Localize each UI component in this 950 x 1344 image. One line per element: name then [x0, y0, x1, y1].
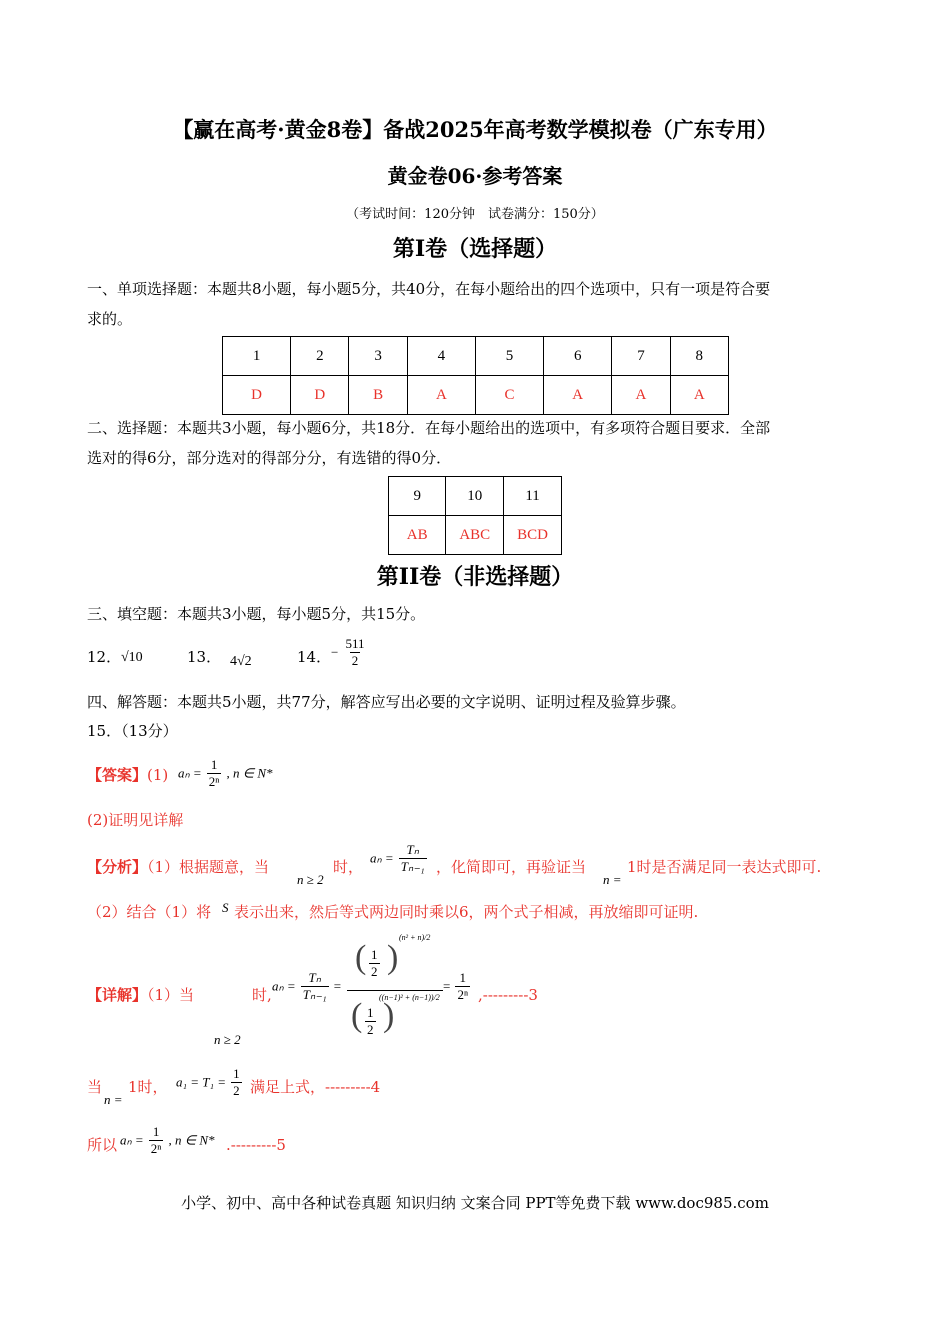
detail-an: aₙ = — [272, 978, 296, 994]
analysis-line1-text — [87, 852, 269, 882]
detail-line1-text — [87, 980, 194, 1010]
question-number: 2 — [291, 337, 349, 376]
answer-cell: A — [670, 376, 728, 415]
conclusion-numerator: 1 — [152, 1124, 160, 1139]
document-subtitle: 黄金卷06·参考答案 — [387, 164, 563, 188]
answer-suffix: , n ∈ N* — [226, 765, 273, 781]
part1-heading: 第I卷（选择题） — [392, 236, 558, 262]
n1-fraction — [231, 1066, 242, 1099]
answer-numerator: 1 — [210, 757, 218, 772]
detail-condition: n ≥ 2 — [214, 1032, 241, 1047]
question-number: 5 — [475, 337, 543, 376]
q13-label: 13． — [187, 648, 222, 666]
answer-cell: ABC — [446, 516, 504, 555]
q12-answer: √10 — [121, 650, 143, 665]
part2-heading: 第II卷（非选择题） — [376, 564, 574, 590]
detail-tag: 【详解】 — [87, 986, 148, 1004]
answer-tag: 【答案】 — [87, 766, 148, 784]
analysis-text-a: （1）根据题意，当 — [147, 858, 270, 876]
n1-expression: a₁ = T₁ = — [176, 1074, 227, 1090]
n1-numerator: 1 — [233, 1066, 240, 1081]
detail-bottom-half — [365, 1005, 376, 1038]
answer-denominator: 2ⁿ — [208, 774, 220, 789]
analysis-n-equals: n = — [603, 872, 622, 887]
conclusion-denominator: 2ⁿ — [150, 1141, 162, 1156]
conclusion-suffix: , n ∈ N* — [168, 1132, 215, 1148]
solve-intro: 四、解答题：本题共5小题，共77分，解答应写出必要的文字说明、证明过程及验算步骤。 — [87, 693, 686, 711]
question-number: 3 — [349, 337, 407, 376]
half-denominator: 2 — [371, 964, 378, 979]
answer-fraction — [207, 757, 222, 790]
page-footer: 小学、初中、高中各种试卷真题 知识归纳 文案合同 PPT等免费下载 www.doc985.com — [181, 1194, 769, 1212]
table-row-answers — [389, 516, 562, 555]
half-numerator: 1 — [371, 947, 378, 962]
document-title: 【赢在高考·黄金8卷】备战2025年高考数学模拟卷（广东专用） — [172, 117, 778, 142]
q14-answer — [331, 636, 366, 669]
single-choice-intro-line1: 一、单项选择题：本题共8小题，每小题5分，共40分，在每小题给出的四个选项中，只有一项是符合要 — [87, 280, 771, 298]
detail-frac1-denominator: Tₙ₋₁ — [302, 987, 327, 1002]
detail-result-denominator: 2ⁿ — [457, 987, 469, 1002]
answer-cell: BCD — [504, 516, 562, 555]
q13-answer: 4√2 — [230, 654, 252, 669]
answer-part2: (2)证明见详解 — [87, 811, 184, 829]
answer-an: aₙ = — [178, 765, 202, 781]
question-number: 4 — [407, 337, 475, 376]
q15-answer-line — [87, 760, 168, 790]
question-number: 11 — [504, 477, 562, 516]
q15-answer-formula — [178, 757, 273, 790]
question-number: 7 — [612, 337, 670, 376]
answer-cell: A — [544, 376, 612, 415]
n1-formula — [176, 1066, 242, 1099]
half-denominator: 2 — [367, 1022, 374, 1037]
n1-text-c — [250, 1072, 380, 1102]
question-number: 8 — [670, 337, 728, 376]
answer-cell: A — [612, 376, 670, 415]
detail-score-3: ,---------3 — [478, 986, 538, 1004]
single-choice-answer-table — [222, 336, 729, 415]
table-row-answers — [223, 376, 729, 415]
detail-formula-left — [272, 970, 341, 1003]
left-paren-icon: ( — [351, 997, 363, 1034]
q14-label: 14． — [297, 648, 332, 666]
answer-cell: C — [475, 376, 543, 415]
conclusion-score-5: .---------5 — [226, 1136, 286, 1154]
table-row-numbers — [389, 477, 562, 516]
detail-big-fraction — [347, 933, 443, 1048]
detail-text-a: （1）当 — [147, 986, 195, 1004]
analysis-tag: 【分析】 — [87, 858, 148, 876]
analysis-formula — [370, 842, 427, 875]
conclusion-text-a: 所以 — [87, 1136, 118, 1154]
conclusion-fraction — [149, 1124, 164, 1157]
multi-choice-intro-line2: 选对的得6分，部分选对的得部分分，有选错的得0分． — [87, 449, 452, 467]
n1-n-equals: n = — [104, 1092, 123, 1107]
answer-cell: A — [407, 376, 475, 415]
n1-text-b: 1时， — [128, 1078, 168, 1096]
q14-fraction — [343, 636, 366, 669]
detail-formula-right — [443, 970, 470, 1003]
n1-satisfies: 满足上式， — [250, 1078, 326, 1096]
exam-info: （考试时间：120分钟 试卷满分：150分） — [346, 207, 604, 222]
analysis-text-b: 时， — [333, 858, 364, 876]
answer-cell: D — [291, 376, 349, 415]
analysis-an: aₙ = — [370, 850, 394, 866]
detail-equals2: = — [443, 978, 451, 994]
multi-choice-intro-line1: 二、选择题：本题共3小题，每小题6分，共18分．在每小题给出的选项中，有多项符合题目要求．全部 — [87, 419, 771, 437]
detail-top-half — [369, 947, 380, 980]
question-number: 10 — [446, 477, 504, 516]
analysis-line2-text-b: 表示出来，然后等式两边同时乘以6，两个式子相减，再放缩即可证明. — [234, 903, 699, 921]
answer-cell: AB — [389, 516, 446, 555]
conclusion-an: aₙ = — [120, 1132, 144, 1148]
q14-denominator: 2 — [351, 653, 359, 668]
n1-denominator: 2 — [233, 1083, 240, 1098]
n1-score-4: ---------4 — [325, 1078, 381, 1096]
question-number: 1 — [223, 337, 291, 376]
q15-label: 15．（13分） — [87, 722, 178, 740]
analysis-text-d: 1时是否满足同一表达式即可. — [627, 858, 822, 876]
analysis-denominator: Tₙ₋₁ — [400, 859, 425, 874]
question-number: 6 — [544, 337, 612, 376]
q14-numerator: 511 — [345, 636, 365, 651]
answer-part1-prefix: (1) — [147, 766, 169, 784]
big-fraction-bar — [347, 990, 443, 991]
answer-cell: D — [223, 376, 291, 415]
analysis-S-symbol: S — [222, 900, 229, 915]
answer-cell: B — [349, 376, 407, 415]
half-numerator: 1 — [367, 1005, 374, 1020]
detail-result-numerator: 1 — [459, 970, 466, 985]
right-paren-icon: ) — [383, 997, 395, 1034]
analysis-fraction — [399, 842, 427, 875]
single-choice-intro-line2: 求的。 — [87, 310, 133, 328]
analysis-numerator: Tₙ — [406, 842, 419, 857]
detail-fraction1 — [301, 970, 329, 1003]
conclusion-formula — [120, 1124, 215, 1157]
analysis-line2-text-a: （2）结合（1）将 — [87, 903, 212, 921]
detail-frac1-numerator: Tₙ — [308, 970, 321, 985]
detail-text-b: 时, — [252, 986, 272, 1004]
detail-equals: = — [333, 978, 342, 994]
detail-result-fraction — [455, 970, 470, 1003]
analysis-text-c: ，化简即可，再验证当 — [436, 858, 587, 876]
question-number: 9 — [389, 477, 446, 516]
fill-blank-intro: 三、填空题：本题共3小题，每小题5分，共15分。 — [87, 605, 426, 623]
q14-sign: − — [331, 644, 339, 660]
analysis-condition: n ≥ 2 — [297, 872, 324, 887]
multi-choice-answer-table — [388, 476, 562, 555]
detail-top-exponent: (n² + n)/2 — [399, 933, 431, 942]
n1-text-a: 当 — [87, 1078, 103, 1096]
detail-bottom-exponent: ((n−1)² + (n−1))/2 — [379, 993, 440, 1002]
right-paren-icon: ) — [387, 939, 399, 976]
q12-label: 12． — [87, 648, 122, 666]
table-row-numbers — [223, 337, 729, 376]
left-paren-icon: ( — [355, 939, 367, 976]
